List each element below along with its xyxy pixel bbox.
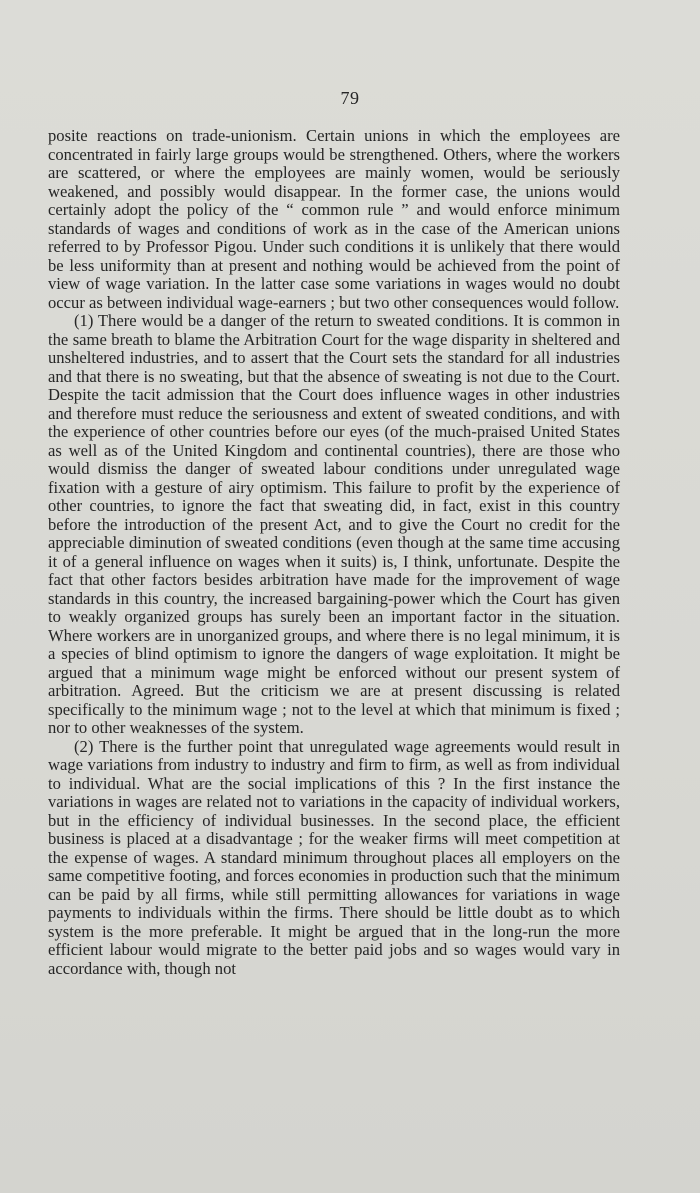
paragraph-wage-variations: (2) There is the further point that unregulated wage agreements would result in wage variations from industry to industry and firm to firm, as well as from individual to individual. What are the social implications of this ? In the first instance the variations in wages are related not to variations in the capacity of individual workers, but in the efficiency of individual businesses. In the second place, the efficient business is placed at a disadvantage ; for the weaker firms will meet competition at the expense of wages. A standard minimum throughout places all employers on the same competitive footing, and forces economies in production such that the minimum can be paid by all firms, while still permitting allowances for variations in wage payments to individuals within the firms. There should be little doubt as to which system is the more preferable. It might be argued that in the long-run the more efficient labour would migrate to the better paid jobs and so wages would vary in accordance with, though not (48, 736, 620, 978)
page-number: 79 (340, 88, 360, 108)
body-text (48, 127, 620, 978)
paragraph-sweated-conditions: (1) There would be a danger of the return to sweated conditions. It is common in the same breath to blame the Arbitration Court for the wage disparity in sheltered and unsheltered industries, and to assert that the Court sets the standard for all industries and that there is no sweating, but that the absence of sweating is not due to the Court. Despite the tacit admission that the Court does influence wages in other industries and therefore must reduce the seriousness and extent of sweated conditions, and with the experience of other countries before our eyes (of the much-praised United States as well as of the United Kingdom and continental countries), there are those who would dismiss the danger of sweated labour conditions under unregulated wage fixation with a gesture of airy optimism. This failure to profit by the experience of other countries, to ignore the fact that sweating did, in fact, exist in this country before the introduction of the present Act, and to give the Court no credit for the appreciable diminution of sweated conditions (even though at the same time accusing it of a general influence on wages when it suits) is, I think, unfortunate. Despite the fact that other factors besides arbitration have made for the improvement of wage standards in this country, the increased bargaining-power which the Court has given to weakly organized groups has surely been an important factor in the situation. Where workers are in unorganized groups, and where there is no legal minimum, it is a species of blind optimism to ignore the dangers of wage exploitation. It might be argued that a minimum wage might be enforced without our present system of arbitration. Agreed. But the criticism we are at present discussing is related specifically to the minimum wage ; not to the level at which that minimum is fixed ; nor to other weaknesses of the system. (48, 311, 620, 737)
paragraph-continuation: posite reactions on trade-unionism. Certain unions in which the employees are concentrated in fairly large groups would be strengthened. Others, where the workers are scattered, or where the employees are mainly women, would be seriously weakened, and possibly would disappear. In the former case, the unions would certainly adopt the policy of the “ common rule ” and would enforce minimum standards of wages and conditions of work as in the case of the American unions referred to by Professor Pigou. Under such conditions it is unlikely that there would be less uniformity than at present and nothing would be achieved from the point of view of wage variation. In the latter case some variations in wages would no doubt occur as between individual wage-earners ; but two other consequences would follow. (48, 126, 620, 312)
